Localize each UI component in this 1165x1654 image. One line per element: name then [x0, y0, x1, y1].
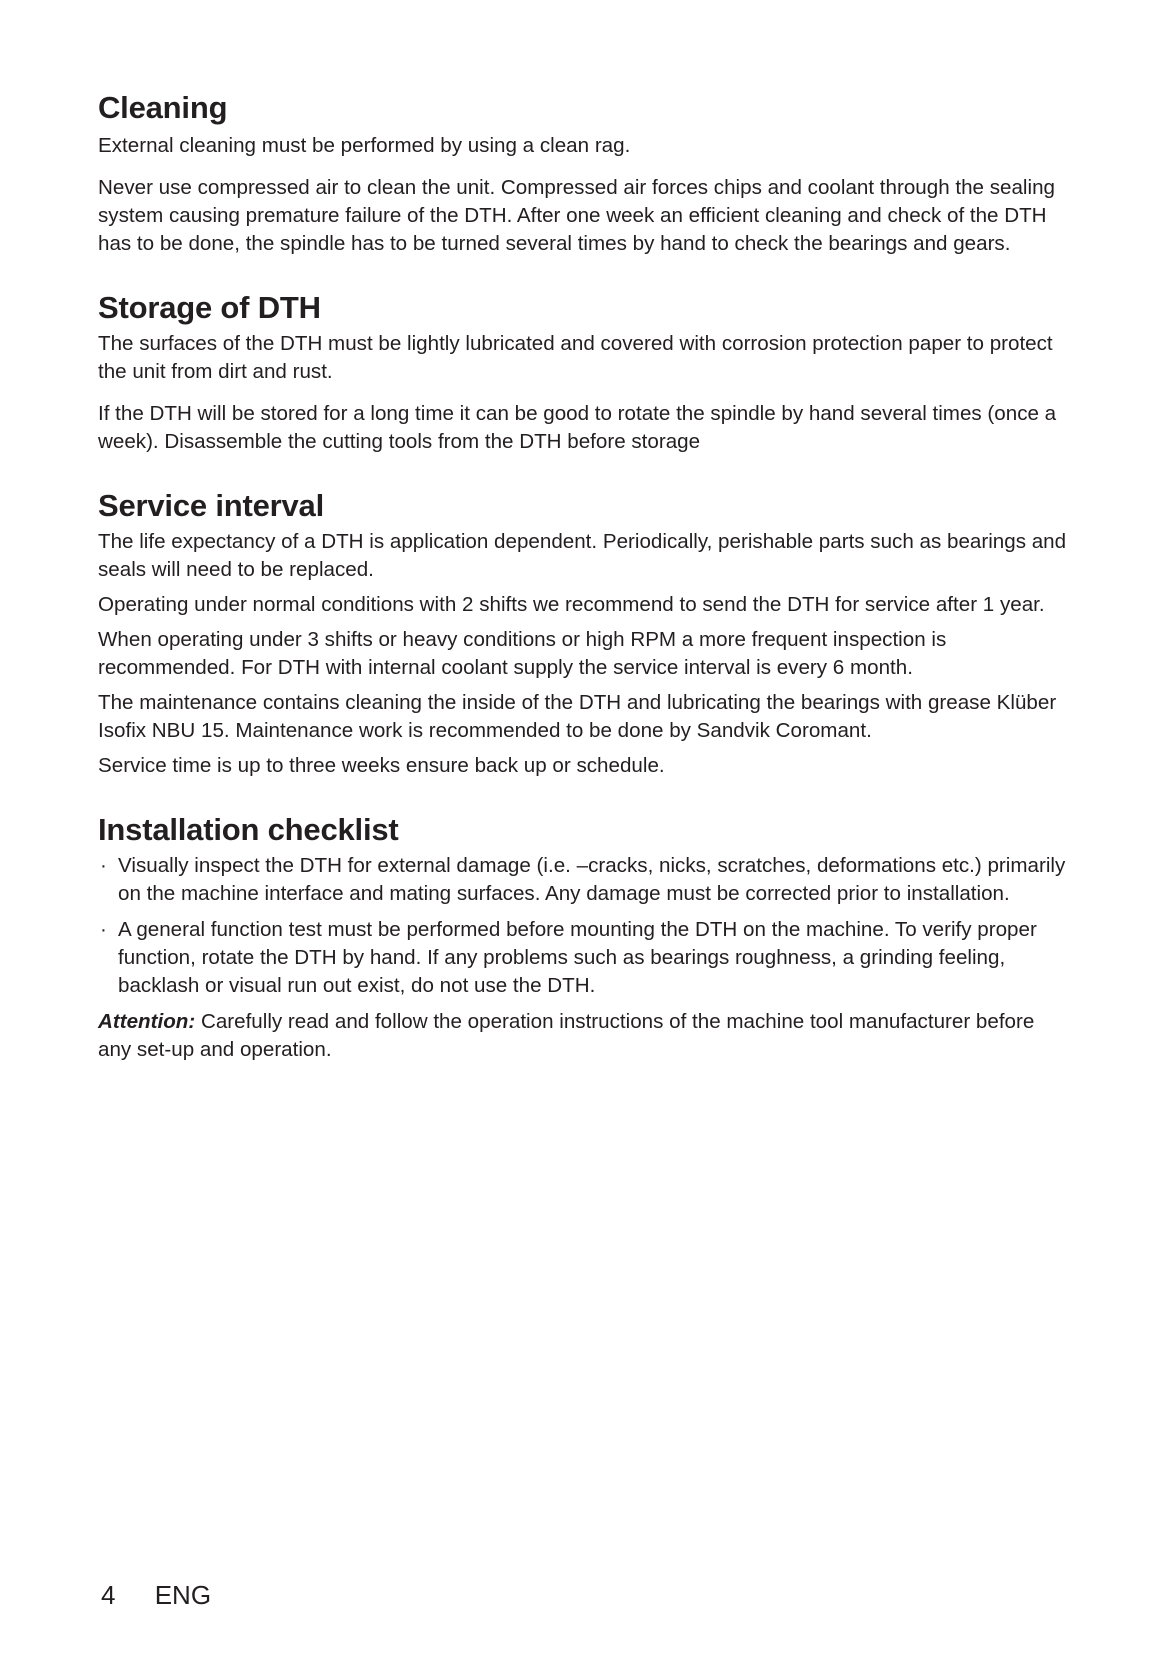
heading-storage: Storage of DTH [98, 290, 321, 325]
paragraph: Operating under normal conditions with 2 shifts we recommend to send the DTH for service after 1 year. [98, 593, 1045, 616]
list-item-text: A general function test must be performed before mounting the DTH on the machine. To verify proper function, rotate the DTH by hand. If any problems such as bearings roughness, a grinding feeling, backlash or visual run out exist, do not use the DTH. [118, 918, 1037, 997]
paragraph: The surfaces of the DTH must be lightly lubricated and covered with corrosion protection paper to protect the unit from dirt and rust. [98, 332, 1053, 383]
document-page [98, 88, 1068, 1078]
attention-text: Carefully read and follow the operation instructions of the machine tool manufacturer before any set-up and operation. [98, 1010, 1035, 1061]
paragraph: The maintenance contains cleaning the inside of the DTH and lubricating the bearings with grease Klüber Isofix NBU 15. Maintenance work is recommended to be done by Sandvik Coromant. [98, 691, 1057, 742]
list-item-text: Visually inspect the DTH for external damage (i.e. –cracks, nicks, scratches, deformations etc.) primarily on the machine interface and mating surfaces. Any damage must be corrected prior to installation. [118, 854, 1066, 905]
paragraph: The life expectancy of a DTH is application dependent. Periodically, perishable parts such as bearings and seals will need to be replaced. [98, 530, 1067, 581]
attention-note [98, 1008, 1068, 1064]
attention-label: Attention: [98, 1010, 196, 1033]
section-storage [98, 288, 1068, 456]
paragraph: Never use compressed air to clean the unit. Compressed air forces chips and coolant through the sealing system causing premature failure of the DTH. After one week an efficient cleaning and check of the DTH has to be done, the spindle has to be turned several times by hand to check the bearings and gears. [98, 176, 1055, 255]
paragraph: Service time is up to three weeks ensure back up or schedule. [98, 754, 665, 777]
page-footer [101, 1580, 211, 1610]
language-label: ENG [154, 1580, 212, 1610]
paragraph: External cleaning must be performed by using a clean rag. [98, 134, 631, 157]
paragraph: When operating under 3 shifts or heavy conditions or high RPM a more frequent inspection is recommended. For DTH with internal coolant supply the service interval is every 6 month. [98, 628, 947, 679]
checklist [98, 852, 1068, 1000]
list-item [98, 852, 1068, 908]
page-number: 4 [101, 1580, 116, 1610]
section-cleaning [98, 88, 1068, 258]
paragraph: If the DTH will be stored for a long time it can be good to rotate the spindle by hand several times (once a week). Disassemble the cutting tools from the DTH before storage [98, 402, 1057, 453]
heading-service-interval: Service interval [98, 488, 325, 523]
section-service-interval [98, 486, 1068, 780]
heading-installation-checklist: Installation checklist [98, 812, 399, 847]
bullet-icon: · [100, 918, 107, 941]
list-item [98, 916, 1068, 1000]
bullet-icon: · [100, 854, 107, 877]
heading-cleaning: Cleaning [98, 90, 228, 125]
section-installation-checklist [98, 810, 1068, 1064]
